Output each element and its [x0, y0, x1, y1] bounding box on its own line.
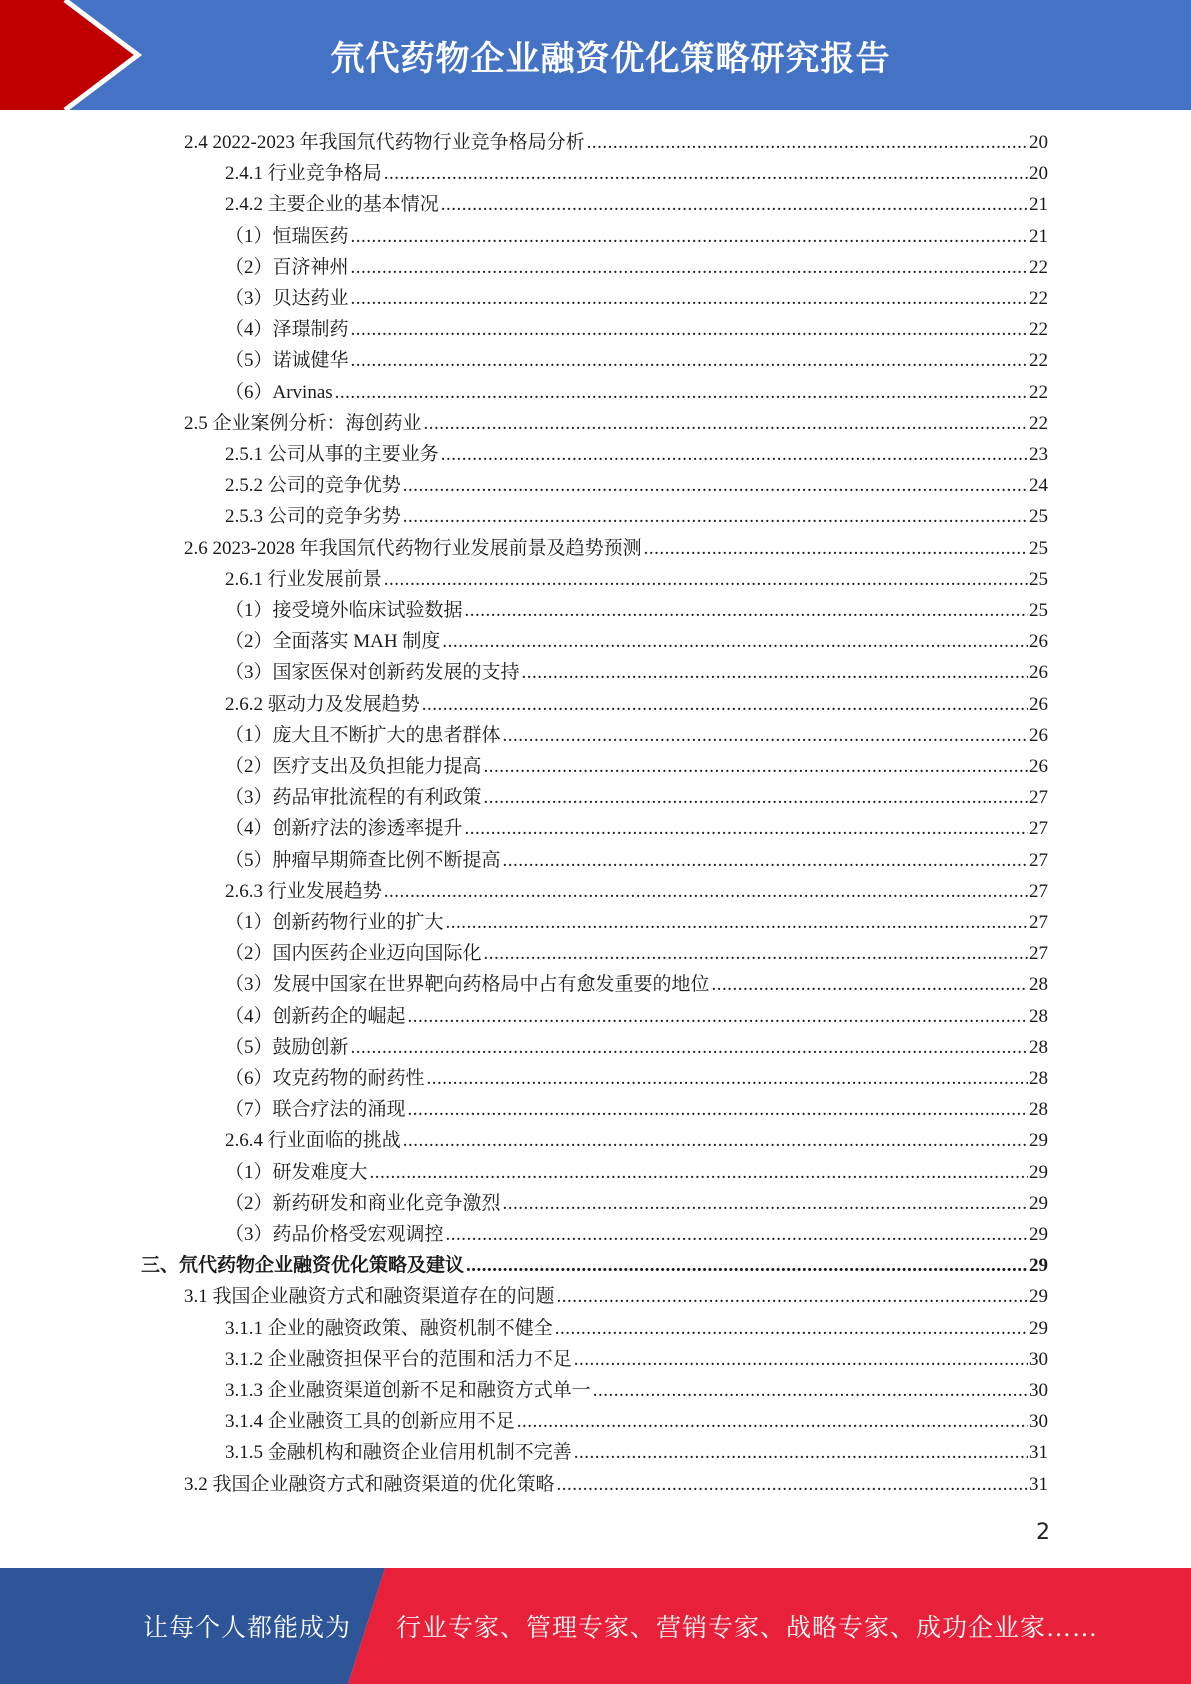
toc-entry-label: （2）全面落实 MAH 制度	[225, 631, 441, 653]
toc-leader-dots	[446, 911, 1028, 935]
toc-leader-dots	[403, 1129, 1028, 1153]
toc-entry-page: 29	[1029, 1255, 1048, 1277]
toc-entry[interactable]	[225, 845, 1048, 873]
toc-leader-dots	[422, 693, 1028, 717]
toc-entry-label: （1）创新药物行业的扩大	[225, 912, 444, 933]
toc-entry-page: 27	[1029, 912, 1048, 933]
toc-entry-label: （2）医疗支出及负担能力提高	[225, 756, 482, 777]
toc-entry-page: 25	[1029, 600, 1048, 621]
toc-entry[interactable]	[225, 1157, 1048, 1185]
toc-entry-page: 22	[1029, 350, 1048, 372]
toc-entry[interactable]	[225, 1406, 1048, 1434]
toc-entry-page: 30	[1029, 1380, 1048, 1401]
toc-leader-dots	[408, 1098, 1028, 1122]
toc-leader-dots	[441, 443, 1028, 467]
toc-entry-page: 20	[1029, 163, 1048, 185]
toc-entry[interactable]	[225, 969, 1048, 997]
toc-entry-page: 28	[1029, 1036, 1048, 1058]
toc-entry-page: 29	[1029, 1317, 1048, 1339]
toc-entry[interactable]	[225, 626, 1048, 654]
toc-leader-dots	[517, 1410, 1028, 1434]
toc-leader-dots	[522, 661, 1028, 685]
toc-leader-dots	[446, 1223, 1028, 1247]
toc-leader-dots	[503, 724, 1028, 748]
toc-leader-dots	[427, 1067, 1028, 1091]
toc-leader-dots	[384, 162, 1028, 186]
toc-entry-page: 28	[1029, 974, 1048, 996]
toc-entry-page: 29	[1029, 1161, 1048, 1183]
toc-entry[interactable]	[225, 501, 1048, 529]
toc-entry-label: （6）攻克药物的耐药性	[225, 1068, 425, 1089]
toc-leader-dots	[465, 599, 1028, 623]
toc-leader-dots	[384, 880, 1028, 904]
toc-entry-label: 2.5 企业案例分析：海创药业	[184, 412, 422, 434]
toc-entry-label: 2.6.2 驱动力及发展趋势	[225, 693, 420, 715]
toc-entry[interactable]	[225, 1219, 1048, 1247]
toc-entry-page: 28	[1029, 1099, 1048, 1121]
toc-entry-page: 26	[1029, 662, 1048, 684]
toc-entry-label: （2）新药研发和商业化竞争激烈	[225, 1192, 501, 1214]
toc-leader-dots	[335, 381, 1028, 405]
toc-leader-dots	[351, 256, 1028, 280]
header-band	[0, 0, 1191, 110]
toc-entry[interactable]	[225, 876, 1048, 904]
toc-entry-label: （2）国内医药企业迈向国际化	[225, 943, 482, 965]
toc-entry[interactable]	[225, 907, 1048, 935]
toc-leader-dots	[484, 786, 1028, 810]
toc-entry-label: （1）庞大且不断扩大的患者群体	[225, 724, 501, 746]
toc-leader-dots	[442, 630, 1028, 654]
toc-entry[interactable]	[225, 782, 1048, 810]
toc-leader-dots	[484, 755, 1028, 779]
toc-leader-dots	[712, 973, 1028, 997]
toc-leader-dots	[351, 318, 1028, 342]
toc-leader-dots	[441, 193, 1028, 217]
toc-entry-label: 3.2 我国企业融资方式和融资渠道的优化策略	[184, 1473, 555, 1495]
toc-entry-page: 22	[1029, 381, 1048, 403]
toc-leader-dots	[574, 1441, 1028, 1465]
toc-entry-page: 25	[1029, 568, 1048, 590]
toc-entry-label: （4）创新药企的崛起	[225, 1005, 406, 1027]
toc-entry-page: 27	[1029, 787, 1048, 809]
toc-entry-label: 2.4.2 主要企业的基本情况	[225, 194, 439, 216]
toc-leader-dots	[593, 1379, 1028, 1403]
toc-entry-label: （6）Arvinas	[225, 381, 333, 403]
toc-leader-dots	[484, 942, 1028, 966]
toc-entry-page: 25	[1029, 506, 1048, 528]
toc-entry-page: 28	[1029, 1068, 1048, 1089]
toc-entry-label: 三、氘代药物企业融资优化策略及建议	[141, 1255, 465, 1277]
toc-entry[interactable]	[225, 938, 1048, 966]
toc-leader-dots	[351, 349, 1028, 373]
toc-entry-page: 29	[1029, 1192, 1048, 1214]
toc-entry-label: 2.4.1 行业竞争格局	[225, 163, 382, 185]
page-number: 2	[1036, 1520, 1050, 1545]
toc-leader-dots	[503, 849, 1028, 873]
toc-entry[interactable]	[225, 1063, 1048, 1091]
toc-entry-label: （1）接受境外临床试验数据	[225, 600, 463, 621]
toc-leader-dots	[384, 568, 1028, 592]
toc-entry[interactable]	[225, 1188, 1048, 1216]
toc-entry[interactable]	[184, 408, 1048, 436]
header-arrow-icon	[0, 0, 160, 110]
toc-entry[interactable]	[225, 189, 1048, 217]
toc-entry-page: 27	[1029, 943, 1048, 965]
toc-entry[interactable]	[184, 127, 1048, 155]
toc-entry-page: 29	[1029, 1286, 1048, 1308]
toc-entry-page: 26	[1029, 724, 1048, 746]
toc-entry[interactable]	[184, 1469, 1048, 1497]
toc-leader-dots	[557, 1473, 1028, 1497]
toc-entry-page: 27	[1029, 818, 1048, 840]
toc-entry-label: 2.5.2 公司的竞争优势	[225, 475, 401, 497]
toc-entry-page: 28	[1029, 1005, 1048, 1027]
toc-entry-label: 2.5.3 公司的竞争劣势	[225, 506, 401, 528]
toc-entry-page: 29	[1029, 1130, 1048, 1152]
toc-leader-dots	[403, 505, 1028, 529]
toc-entry[interactable]	[184, 1281, 1048, 1309]
toc-entry-page: 29	[1029, 1224, 1048, 1245]
toc-entry-label: 3.1.3 企业融资渠道创新不足和融资方式单一	[225, 1380, 591, 1401]
toc-entry[interactable]	[225, 689, 1048, 717]
toc-entry-label: 2.4 2022-2023 年我国氘代药物行业竞争格局分析	[184, 132, 585, 153]
toc-leader-dots	[466, 1254, 1028, 1278]
toc-entry-page: 30	[1029, 1348, 1048, 1370]
toc-leader-dots	[370, 1161, 1028, 1185]
toc-entry-page: 22	[1029, 319, 1048, 341]
toc-entry-label: （5）肿瘤早期筛查比例不断提高	[225, 849, 501, 871]
toc-entry[interactable]	[225, 1437, 1048, 1465]
toc-leader-dots	[465, 817, 1028, 841]
toc-entry[interactable]	[225, 158, 1048, 186]
footer-band	[0, 1568, 1191, 1684]
toc-leader-dots	[351, 225, 1028, 249]
toc-leader-dots	[424, 412, 1028, 436]
toc-entry-page: 30	[1029, 1411, 1048, 1433]
toc-entry-label: 3.1.2 企业融资担保平台的范围和活力不足	[225, 1348, 572, 1370]
footer-slogan-right: 行业专家、管理专家、营销专家、战略专家、成功企业家……	[396, 1615, 1099, 1642]
toc-entry-label: 2.6.4 行业面临的挑战	[225, 1130, 401, 1152]
toc-entry-label: （5）诺诚健华	[225, 350, 349, 372]
toc-leader-dots	[557, 1285, 1028, 1309]
toc-entry[interactable]	[225, 751, 1048, 779]
toc-entry-label: （5）鼓励创新	[225, 1036, 349, 1058]
toc-entry[interactable]	[225, 252, 1048, 280]
footer-slogan-left: 让每个人都能成为	[143, 1615, 352, 1642]
toc-entry-page: 27	[1029, 849, 1048, 871]
toc-entry[interactable]	[225, 564, 1048, 592]
toc-entry-label: 3.1.4 企业融资工具的创新应用不足	[225, 1411, 515, 1433]
toc-entry[interactable]	[225, 657, 1048, 685]
toc-entry-page: 23	[1029, 444, 1048, 465]
toc-leader-dots	[351, 1036, 1028, 1060]
toc-entry[interactable]	[225, 1375, 1048, 1403]
toc-entry[interactable]	[225, 1344, 1048, 1372]
toc-entry[interactable]	[225, 283, 1048, 311]
toc-entry-label: 3.1.1 企业的融资政策、融资机制不健全	[225, 1317, 553, 1339]
toc-entry-page: 20	[1029, 132, 1048, 153]
toc-entry[interactable]	[225, 1032, 1048, 1060]
toc-entry-page: 26	[1029, 756, 1048, 777]
toc-entry-label: （1）研发难度大	[225, 1161, 368, 1183]
toc-entry-label: （4）泽璟制药	[225, 319, 349, 341]
toc-entry[interactable]	[141, 1250, 1048, 1278]
toc-entry-label: 3.1.5 金融机构和融资企业信用机制不完善	[225, 1442, 572, 1464]
toc-entry-label: （3）发展中国家在世界靶向药格局中占有愈发重要的地位	[225, 974, 710, 996]
toc-entry-page: 25	[1029, 537, 1048, 559]
toc-entry-page: 26	[1029, 693, 1048, 715]
toc-leader-dots	[644, 537, 1028, 561]
toc-entry-page: 21	[1029, 225, 1048, 247]
toc-entry[interactable]	[225, 1125, 1048, 1153]
toc-leader-dots	[555, 1317, 1028, 1341]
toc-entry-label: 3.1 我国企业融资方式和融资渠道存在的问题	[184, 1286, 555, 1308]
toc-leader-dots	[574, 1348, 1028, 1372]
toc-leader-dots	[503, 1192, 1028, 1216]
report-title: 氘代药物企业融资优化策略研究报告	[330, 38, 891, 79]
toc-entry[interactable]	[225, 439, 1048, 467]
toc-entry-label: （7）联合疗法的涌现	[225, 1099, 406, 1121]
toc-entry-page: 27	[1029, 880, 1048, 902]
toc-entry-label: （3）药品价格受宏观调控	[225, 1224, 444, 1245]
toc-entry-page: 31	[1029, 1442, 1048, 1464]
toc-entry[interactable]	[225, 314, 1048, 342]
toc-entry[interactable]	[225, 345, 1048, 373]
toc-entry-label: （1）恒瑞医药	[225, 225, 349, 247]
toc-leader-dots	[587, 131, 1028, 155]
toc-entry-label: （3）药品审批流程的有利政策	[225, 787, 482, 809]
toc-entry-label: 2.6.1 行业发展前景	[225, 568, 382, 590]
toc-leader-dots	[408, 1005, 1028, 1029]
toc-entry[interactable]	[225, 377, 1048, 405]
toc-entry-page: 31	[1029, 1473, 1048, 1495]
toc-entry-page: 21	[1029, 194, 1048, 216]
toc-entry[interactable]	[225, 813, 1048, 841]
toc-entry-page: 24	[1029, 475, 1048, 497]
toc-entry[interactable]	[225, 470, 1048, 498]
toc-entry-page: 22	[1029, 288, 1048, 309]
toc-entry[interactable]	[225, 1313, 1048, 1341]
toc-entry-page: 26	[1029, 631, 1048, 653]
toc-entry[interactable]	[225, 221, 1048, 249]
toc-entry-label: 2.5.1 公司从事的主要业务	[225, 444, 439, 465]
toc-entry-page: 22	[1029, 412, 1048, 434]
toc-entry-page: 22	[1029, 256, 1048, 278]
toc-entry-label: （3）贝达药业	[225, 288, 349, 309]
toc-entry[interactable]	[225, 1001, 1048, 1029]
toc-entry-label: （3）国家医保对创新药发展的支持	[225, 662, 520, 684]
toc-entry[interactable]	[225, 1094, 1048, 1122]
toc-leader-dots	[403, 474, 1028, 498]
toc-entry-label: 2.6.3 行业发展趋势	[225, 880, 382, 902]
toc-entry-label: 2.6 2023-2028 年我国氘代药物行业发展前景及趋势预测	[184, 537, 642, 559]
toc-entry[interactable]	[225, 595, 1048, 623]
toc-entry[interactable]	[184, 533, 1048, 561]
toc-leader-dots	[351, 287, 1028, 311]
toc-entry-label: （2）百济神州	[225, 256, 349, 278]
toc-entry-label: （4）创新疗法的渗透率提升	[225, 818, 463, 840]
toc-entry[interactable]	[225, 720, 1048, 748]
